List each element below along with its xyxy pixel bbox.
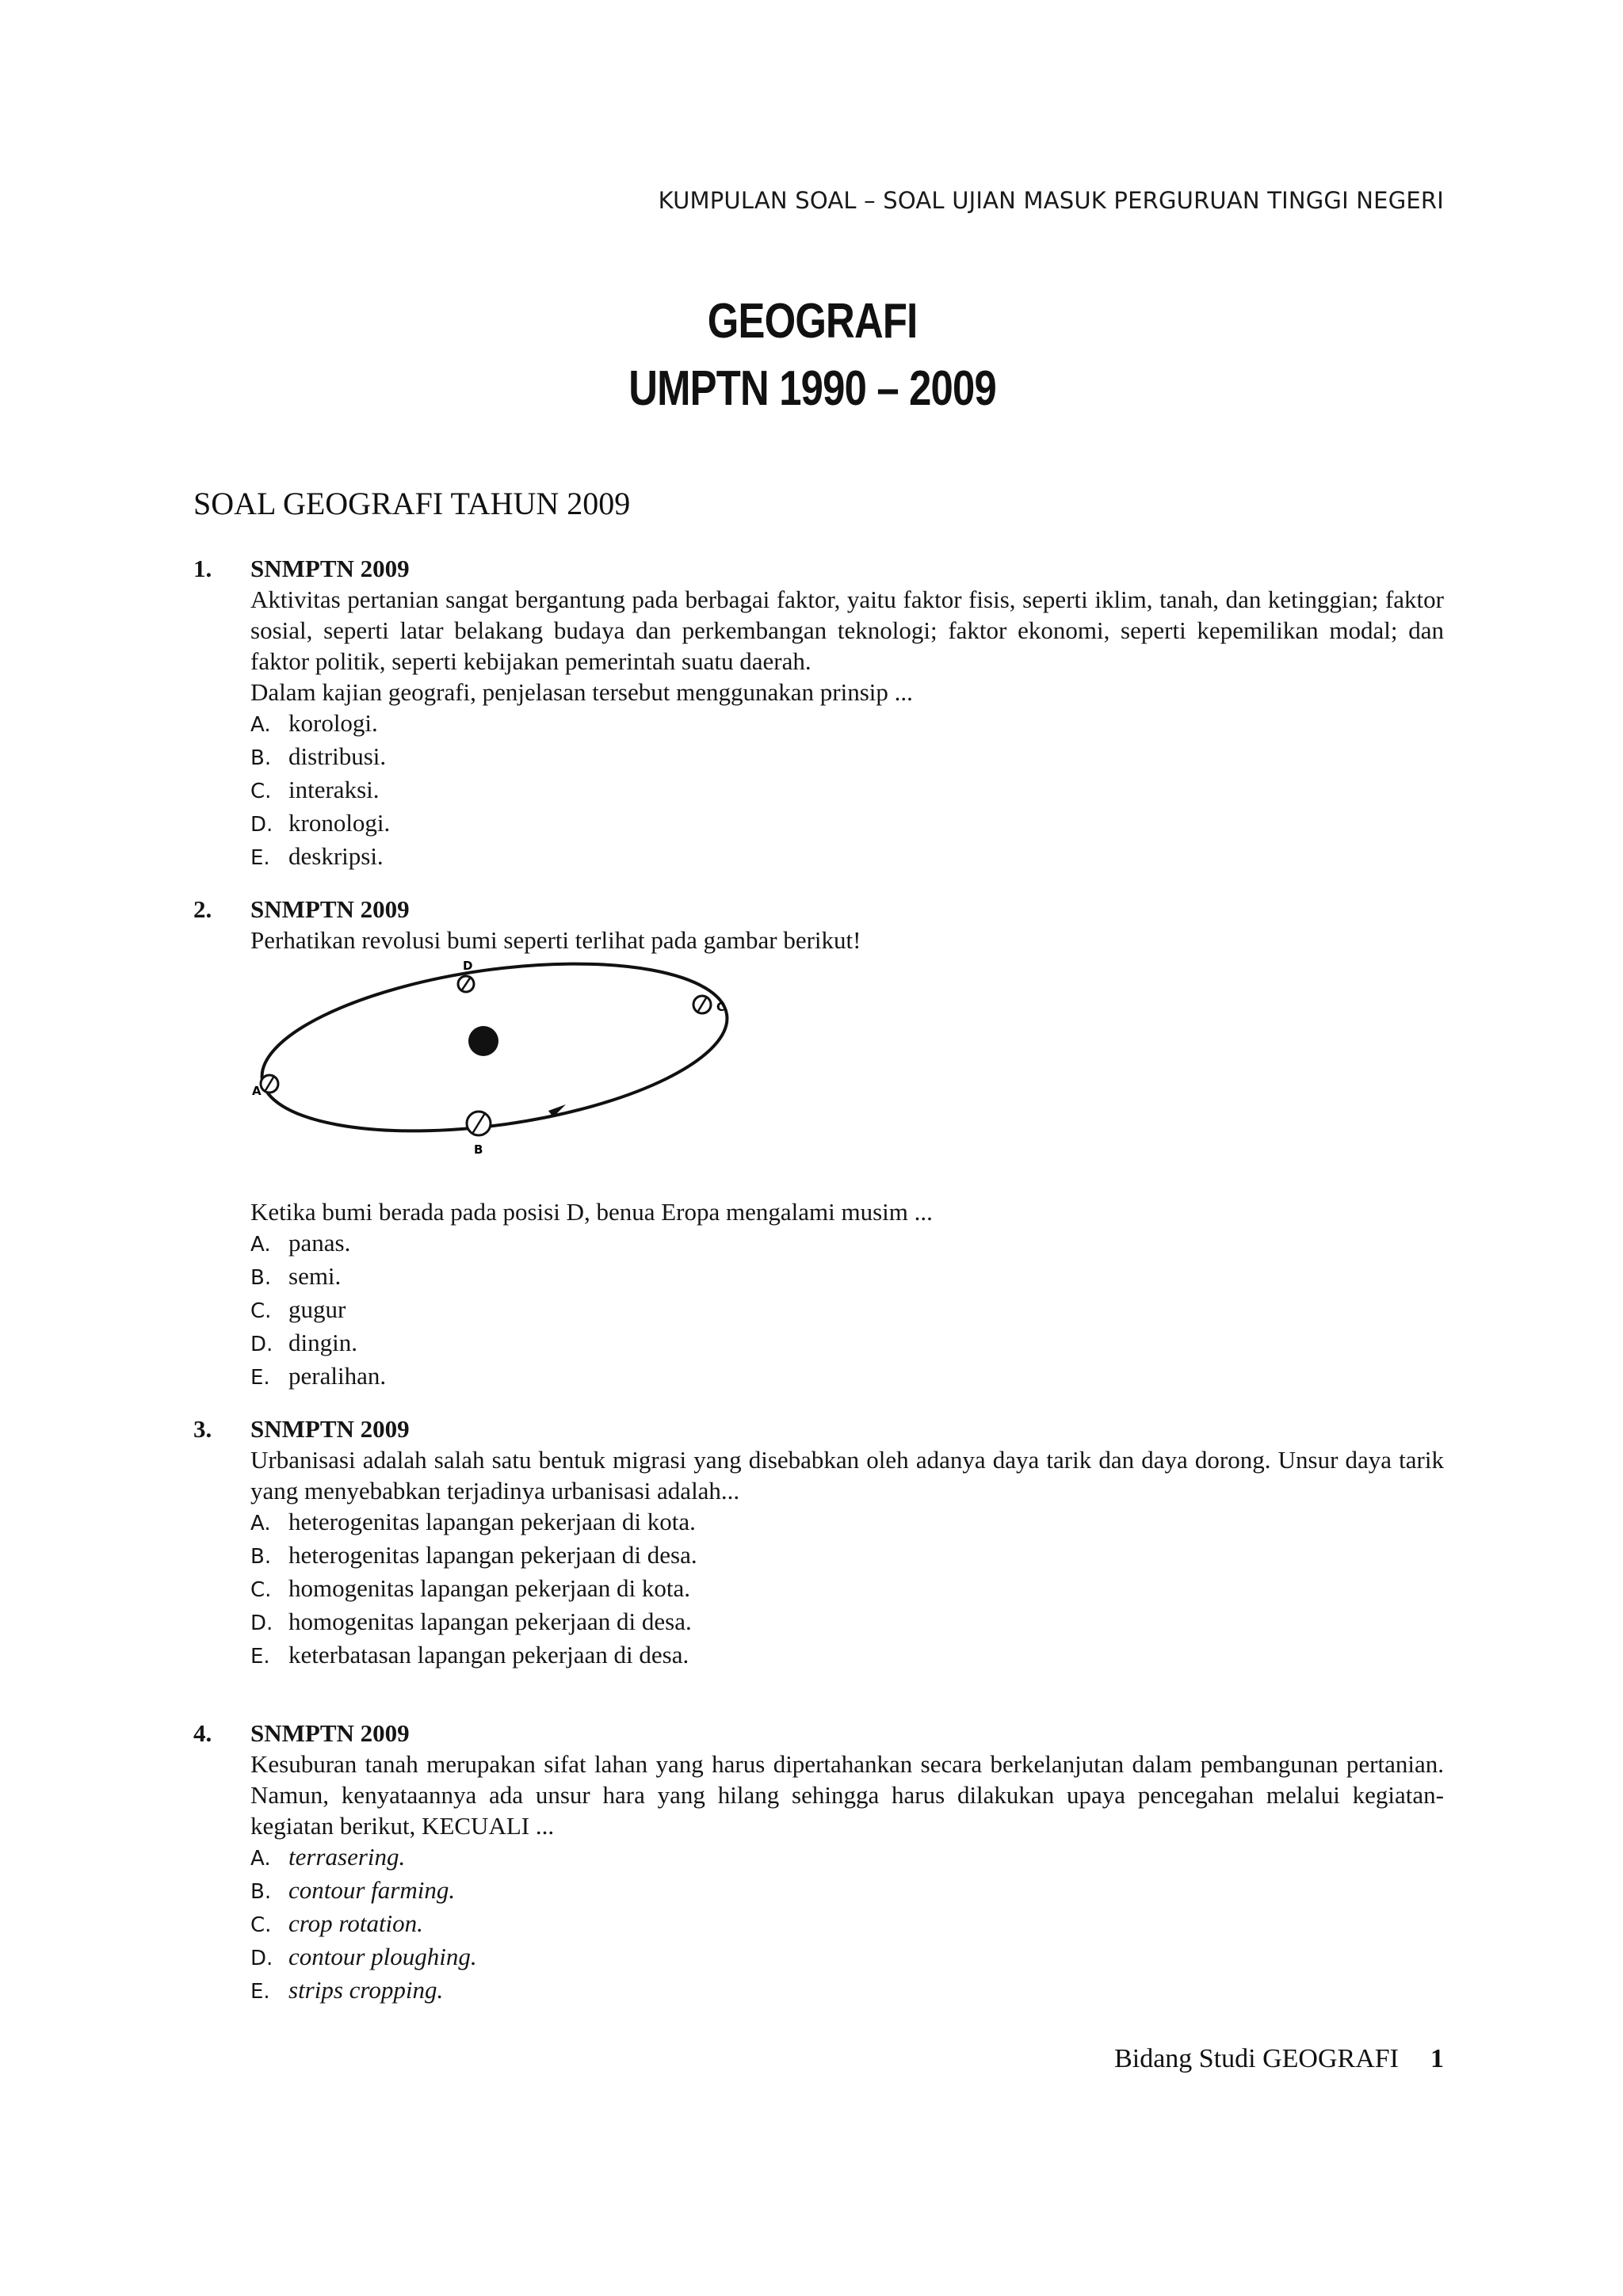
page-footer [1114,2044,1444,2074]
question-text: Aktivitas pertanian sangat bergantung pada berbagai faktor, yaitu faktor fisis, seperti iklim, tanah, dan ketinggian; faktor sosial, seperti latar belakang budaya dan perkembangan teknologi; faktor ekonomi, seperti kepemilikan modal; dan faktor politik, seperti kebijakan pemerintah suatu daerah. [250,585,1444,675]
answer-option[interactable]: B. heterogenitas lapangan pekerjaan di desa. [250,1541,697,1569]
earth-position-c [693,996,711,1013]
answer-option[interactable]: E. keterbatasan lapangan pekerjaan di desa. [250,1641,689,1669]
answer-option[interactable]: D. dingin. [250,1329,357,1356]
question-source: SNMPTN 2009 [250,1415,410,1443]
question-prompt: Ketika bumi berada pada posisi D, benua Eropa mengalami musim ... [250,1198,933,1226]
answer-option[interactable]: C. homogenitas lapangan pekerjaan di kota. [250,1574,691,1602]
label-d: D [463,960,473,973]
answer-option[interactable]: D. homogenitas lapangan pekerjaan di desa. [250,1608,692,1635]
sun [468,1026,498,1056]
question-source: SNMPTN 2009 [250,895,410,923]
question-number: 3. [193,1415,212,1443]
answer-option[interactable]: B. contour farming. [250,1876,456,1904]
answer-option[interactable]: A. terrasering. [250,1843,406,1871]
answer-option[interactable]: E. peralihan. [250,1362,387,1390]
answer-option[interactable]: A. panas. [250,1229,351,1257]
running-header: KUMPULAN SOAL – SOAL UJIAN MASUK PERGURUAN TINGGI NEGERI [658,187,1444,214]
answer-option[interactable]: A. heterogenitas lapangan pekerjaan di kota. [250,1508,696,1535]
answer-option[interactable]: D. contour ploughing. [250,1943,477,1970]
answer-option[interactable]: D. kronologi. [250,809,391,837]
question-3 [193,1413,1444,1672]
document-subtitle: UMPTN 1990 – 2009 [628,361,996,416]
question-number: 4. [193,1719,212,1747]
question-source: SNMPTN 2009 [250,555,410,582]
earth-position-a [261,1075,278,1093]
label-b: B [474,1142,483,1157]
earth-revolution-diagram [225,960,732,1158]
orbit-ellipse [251,960,732,1157]
page-number: 1 [1430,2044,1444,2073]
question-number: 1. [193,555,212,582]
question-2 [193,894,1444,1394]
answer-option[interactable]: E. deskripsi. [250,842,384,870]
question-4 [193,1718,1444,2008]
answer-option[interactable]: A. korologi. [250,709,378,737]
question-1 [193,553,1444,874]
question-prompt: Dalam kajian geografi, penjelasan tersebut menggunakan prinsip ... [250,678,913,706]
earth-position-b [467,1112,491,1135]
earth-position-d [458,976,474,992]
label-c: C [716,1000,726,1014]
question-text: Urbanisasi adalah salah satu bentuk migrasi yang disebabkan oleh adanya daya tarik dan daya dorong. Unsur daya tarik yang menyebabkan terjadinya urbanisasi adalah... [250,1446,1444,1505]
section-title: SOAL GEOGRAFI TAHUN 2009 [193,486,631,521]
document-title: GEOGRAFI [707,294,918,349]
question-number: 2. [193,895,212,923]
question-text: Kesuburan tanah merupakan sifat lahan yang harus dipertahankan secara berkelanjutan dalam pembangunan pertanian. Namun, kenyataannya ada unsur hara yang hilang sehingga harus dilakukan upaya pencegahan melalui kegiatan-kegiatan berikut, KECUALI ... [250,1750,1444,1840]
answer-option[interactable]: B. semi. [250,1262,342,1290]
question-source: SNMPTN 2009 [250,1719,410,1747]
answer-option[interactable]: B. distribusi. [250,742,387,770]
label-a: A [252,1084,262,1098]
answer-option[interactable]: C. gugur [250,1295,346,1323]
answer-option[interactable]: C. interaksi. [250,776,380,803]
question-text: Perhatikan revolusi bumi seperti terlihat pada gambar berikut! [250,926,861,954]
answer-option[interactable]: E. strips cropping. [250,1976,444,2004]
footer-subject: Bidang Studi GEOGRAFI [1114,2044,1399,2073]
answer-option[interactable]: C. crop rotation. [250,1909,423,1937]
